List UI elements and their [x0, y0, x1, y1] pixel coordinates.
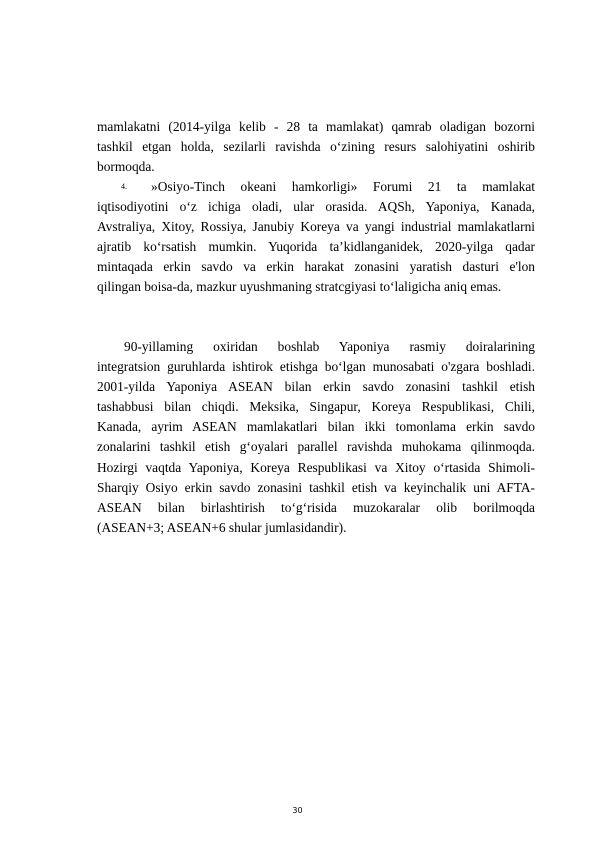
text-line: qilingan boisa-da, mazkur uyushmaning stratcgiyasi to‘laligicha aniq emas. [97, 279, 502, 295]
list-number: 4. [121, 182, 127, 191]
text-line: 2001-yilda Yaponiya ASEAN bilan erkin savdo zonasini tashkil etish [97, 379, 535, 395]
text-line: Sharqiy Osiyo erkin savdo zonasini tashkil etish va keyinchalik uni AFTA- [97, 479, 535, 495]
text-line: Kanada, ayrim ASEAN mamlakatlari bilan ikki tomonlama erkin savdo [97, 419, 535, 435]
text-line: tashabbusi bilan chiqdi. Meksika, Singapur, Koreya Respublikasi, Chili, [97, 399, 535, 415]
text-line: ajratib ko‘rsatish mumkin. Yuqorida ta’kidlanganidek, 2020-yilga qadar [97, 239, 535, 255]
text-line: mintaqada erkin savdo va erkin harakat zonasini yaratish dasturi e'lon [97, 259, 535, 275]
text-line: Avstraliya, Xitoy, Rossiya, Janubiy Koreya va yangi industrial mamlakatlarni [97, 219, 535, 235]
text-line: (ASEAN+3; ASEAN+6 shular jumlasidandir). [97, 519, 347, 535]
paragraph-3 [97, 337, 535, 538]
text-line: ASEAN bilan birlashtirish to‘g‘risida muzokaralar olib borilmoqda [97, 499, 535, 515]
paragraph-2 [97, 177, 535, 298]
text-line: Hozirgi vaqtda Yaponiya, Koreya Respublikasi va Xitoy o‘rtasida Shimoli- [97, 459, 535, 475]
page-number: 30 [292, 806, 303, 815]
text-line: tashkil etgan holda, sezilarli ravishda o‘zining resurs salohiyatini oshirib [97, 139, 535, 155]
text-line: bormoqda. [97, 159, 155, 175]
paragraph-1 [97, 117, 535, 177]
text-line-content: »Osiyo-Tinch okeani hamkorligi» Forumi 21 ta mamlakat [151, 179, 535, 194]
text-line [97, 177, 535, 197]
text-line: mamlakatni (2014-yilga kelib - 28 ta mamlakat) qamrab oladigan bozorni [97, 119, 535, 134]
text-line: 90-yillaming oxiridan boshlab Yaponiya rasmiy doiralarining [124, 339, 535, 354]
text-line: zonalarini tashkil etish g‘oyalari parallel ravishda muhokama qilinmoqda. [97, 439, 535, 455]
text-line: iqtisodiyotini o‘z ichiga oladi, ular orasida. AQSh, Yaponiya, Kanada, [97, 199, 535, 215]
text-line: integratsion guruhlarda ishtirok etishga bo‘lgan munosabati o'zgara boshladi. [97, 359, 535, 375]
